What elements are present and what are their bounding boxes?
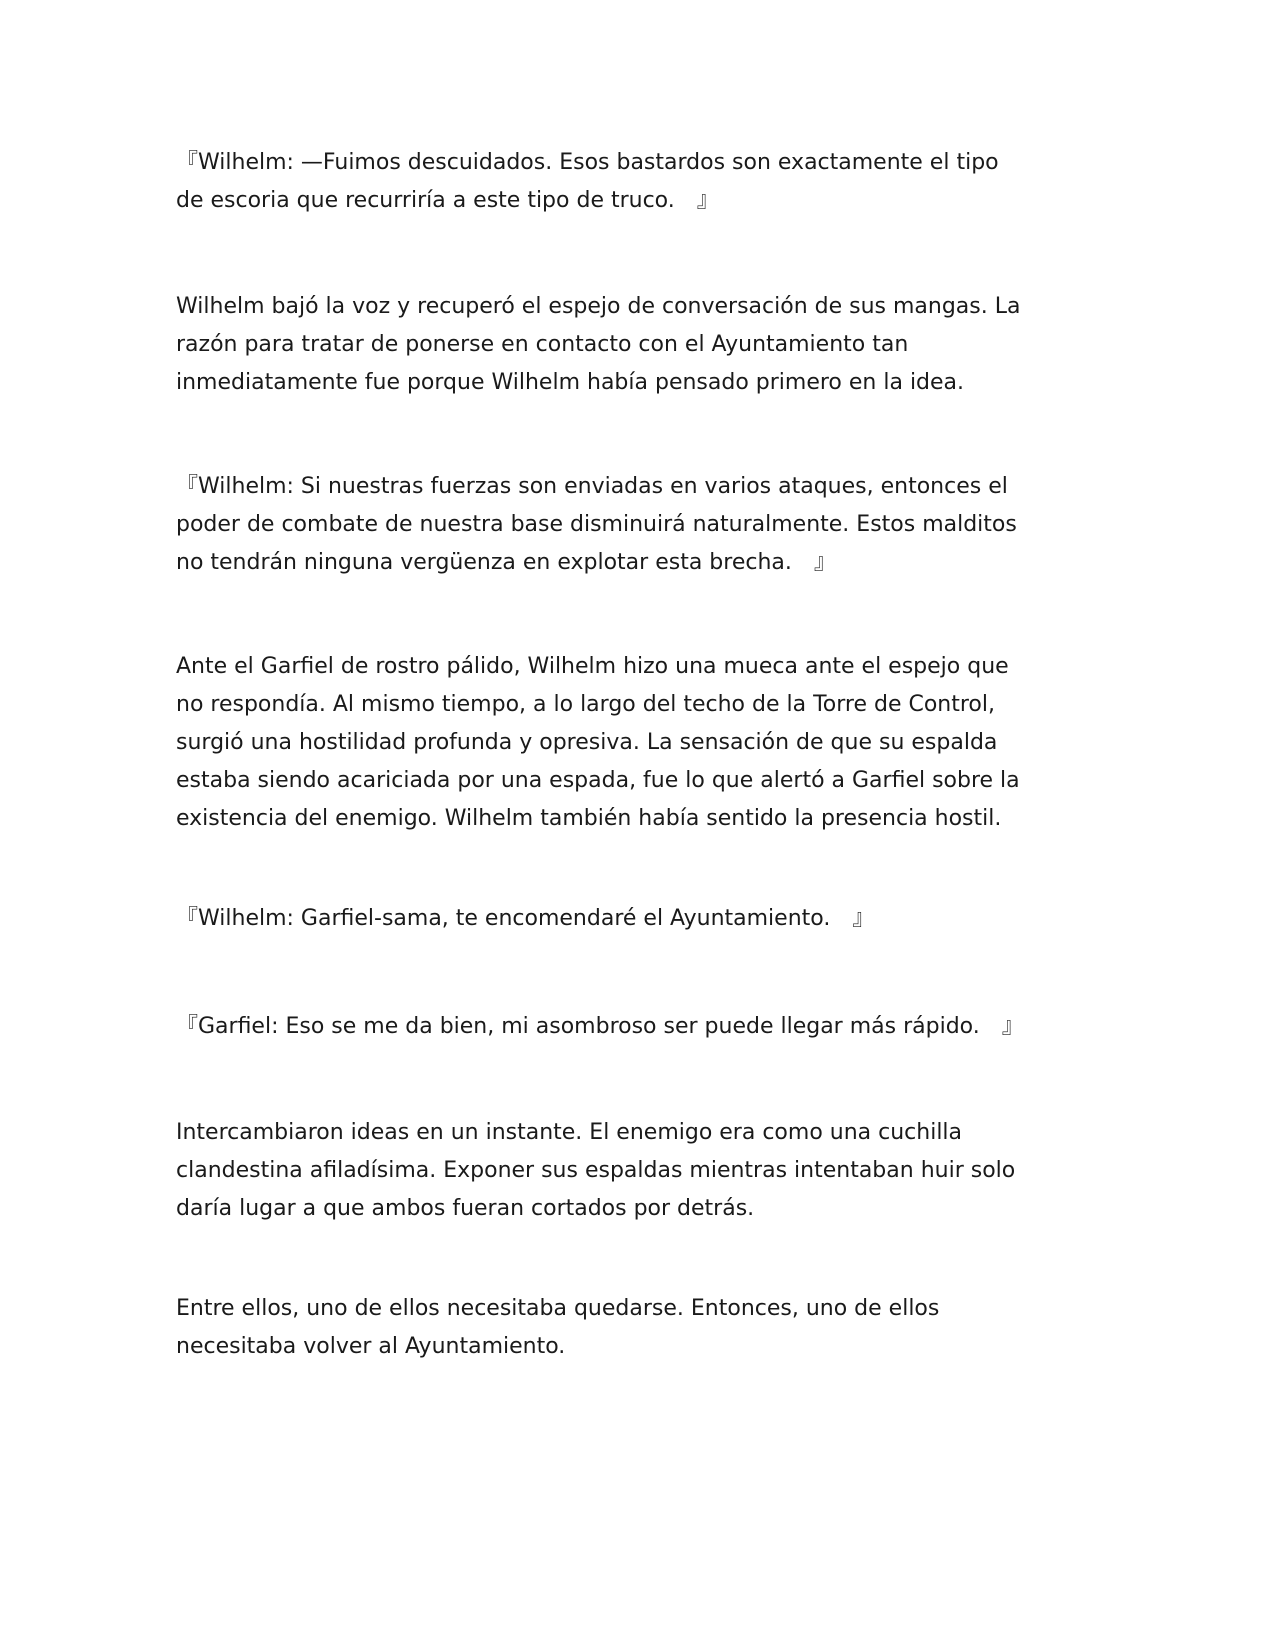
narration-paragraph-4: Entre ellos, uno de ellos necesitaba quedarse. Entonces, uno de ellos necesitaba volver al Ayuntamiento. <box>176 1296 940 1359</box>
narration-paragraph-3: Intercambiaron ideas en un instante. El enemigo era como una cuchilla clandestina afiladísima. Exponer sus espaldas mientras intentaban huir solo daría lugar a que ambos fueran cortados por detrás. <box>176 1120 1016 1221</box>
dialogue-paragraph-3: 『Wilhelm: Garfiel-sama, te encomendaré el Ayuntamiento. 』 <box>176 906 875 931</box>
dialogue-paragraph-2: 『Wilhelm: Si nuestras fuerzas son enviadas en varios ataques, entonces el poder de combate de nuestra base disminuirá naturalmente. Estos malditos no tendrán ninguna vergüenza en explotar esta brecha. 』 <box>176 474 1017 575</box>
narration-paragraph-2: Ante el Garfiel de rostro pálido, Wilhelm hizo una mueca ante el espejo que no respondía. Al mismo tiempo, a lo largo del techo de la Torre de Control, surgió una hostilidad profunda y opresiva. La sensación de que su espalda estaba siendo acariciada por una espada, fue lo que alertó a Garfiel sobre la existencia del enemigo. Wilhelm también había sentido la presencia hostil. <box>176 654 1020 831</box>
dialogue-paragraph-1: 『Wilhelm: —Fuimos descuidados. Esos bastardos son exactamente el tipo de escoria que recurriría a este tipo de truco. 』 <box>176 150 999 213</box>
narration-paragraph-1: Wilhelm bajó la voz y recuperó el espejo de conversación de sus mangas. La razón para tratar de ponerse en contacto con el Ayuntamiento tan inmediatamente fue porque Wilhelm había pensado primero en la idea. <box>176 294 1021 395</box>
dialogue-paragraph-4: 『Garfiel: Eso se me da bien, mi asombroso ser puede llegar más rápido. 』 <box>176 1014 1024 1039</box>
